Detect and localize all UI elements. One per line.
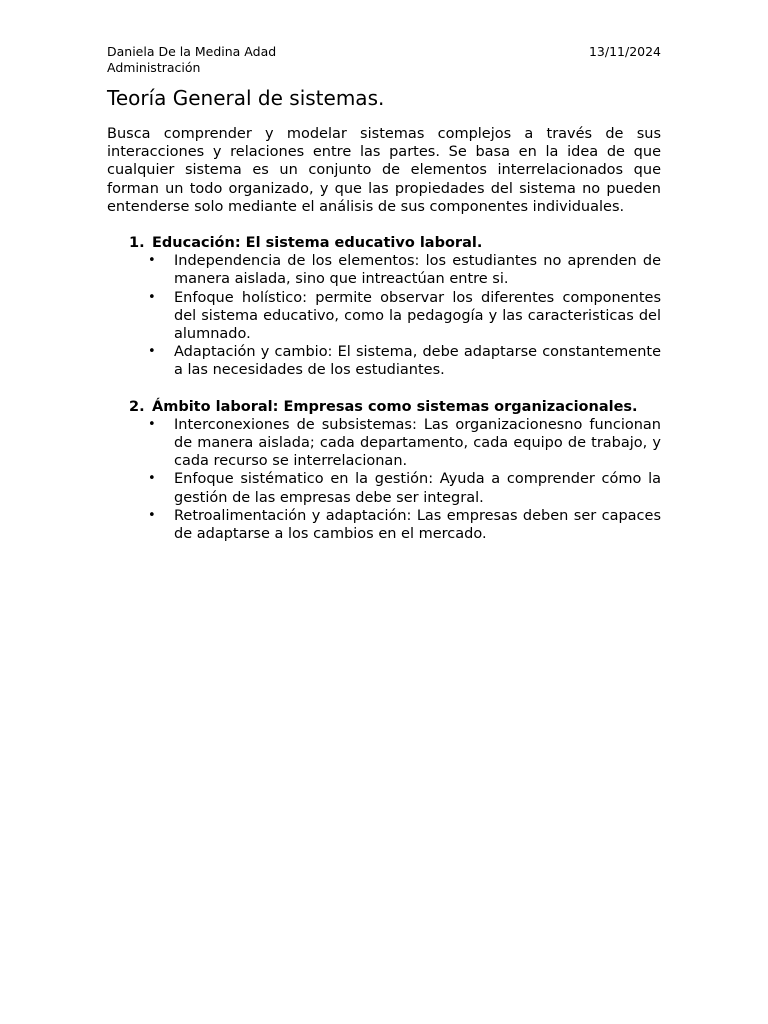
bullet-icon: • [148,507,156,523]
list-item [107,470,661,506]
bullet-icon: • [148,289,156,305]
bullet-icon: • [148,471,156,487]
bullet-list [107,252,661,379]
section-heading-text: Ámbito laboral: Empresas como sistemas organizacionales. [152,398,638,415]
bullet-icon: • [148,416,156,432]
section-heading-text: Educación: El sistema educativo laboral. [152,235,483,252]
subject-name: Administración [107,60,201,75]
list-item-text: Retroalimentación y adaptación: Las empresas deben ser capaces de adaptarse a los cambios en el mercado. [174,507,661,543]
section-heading [107,398,661,416]
document-page [107,44,661,543]
author-name: Daniela De la Medina Adad [107,44,277,59]
document-date: 13/11/2024 [588,44,661,59]
list-item [107,252,661,288]
list-item-text: Independencia de los elementos: los estudiantes no aprenden de manera aislada, sino que intreactúan entre si. [174,253,661,288]
intro-paragraph: Busca comprender y modelar sistemas complejos a través de sus interacciones y relaciones entre las partes. Se basa en la idea de que cualquier sistema es un conjunto de elementos interrelacionados que forman un todo organizado, y que las propiedades del sistema no pueden entenderse solo mediante el análisis de sus componentes individuales. [107,126,661,215]
section-number: 2. [129,398,145,415]
document-title: Teoría General de sistemas. [107,86,385,110]
header-left [107,44,276,76]
section-number: 1. [129,235,145,252]
list-item [107,343,661,379]
bullet-icon: • [148,253,156,269]
list-item [107,289,661,344]
bullet-list [107,416,661,543]
list-item-text: Interconexiones de subsistemas: Las organizacionesno funcionan de manera aislada; cada departamento, cada equipo de trabajo, y cada recurso se interrelacionan. [174,416,661,470]
section-education [107,234,661,380]
list-item [107,507,661,543]
list-item-text: Enfoque sistématico en la gestión: Ayuda a comprender cómo la gestión de las empresas debe ser integral. [174,471,661,506]
document-header [107,44,661,76]
list-item-text: Adaptación y cambio: El sistema, debe adaptarse constantemente a las necesidades de los estudiantes. [174,344,661,379]
bullet-icon: • [148,344,156,360]
section-workplace [107,398,661,544]
list-item-text: Enfoque holístico: permite observar los diferentes componentes del sistema educativo, como la pedagogía y las caracteristicas del alumnado. [174,289,661,343]
list-item [107,416,661,471]
section-heading [107,234,661,252]
